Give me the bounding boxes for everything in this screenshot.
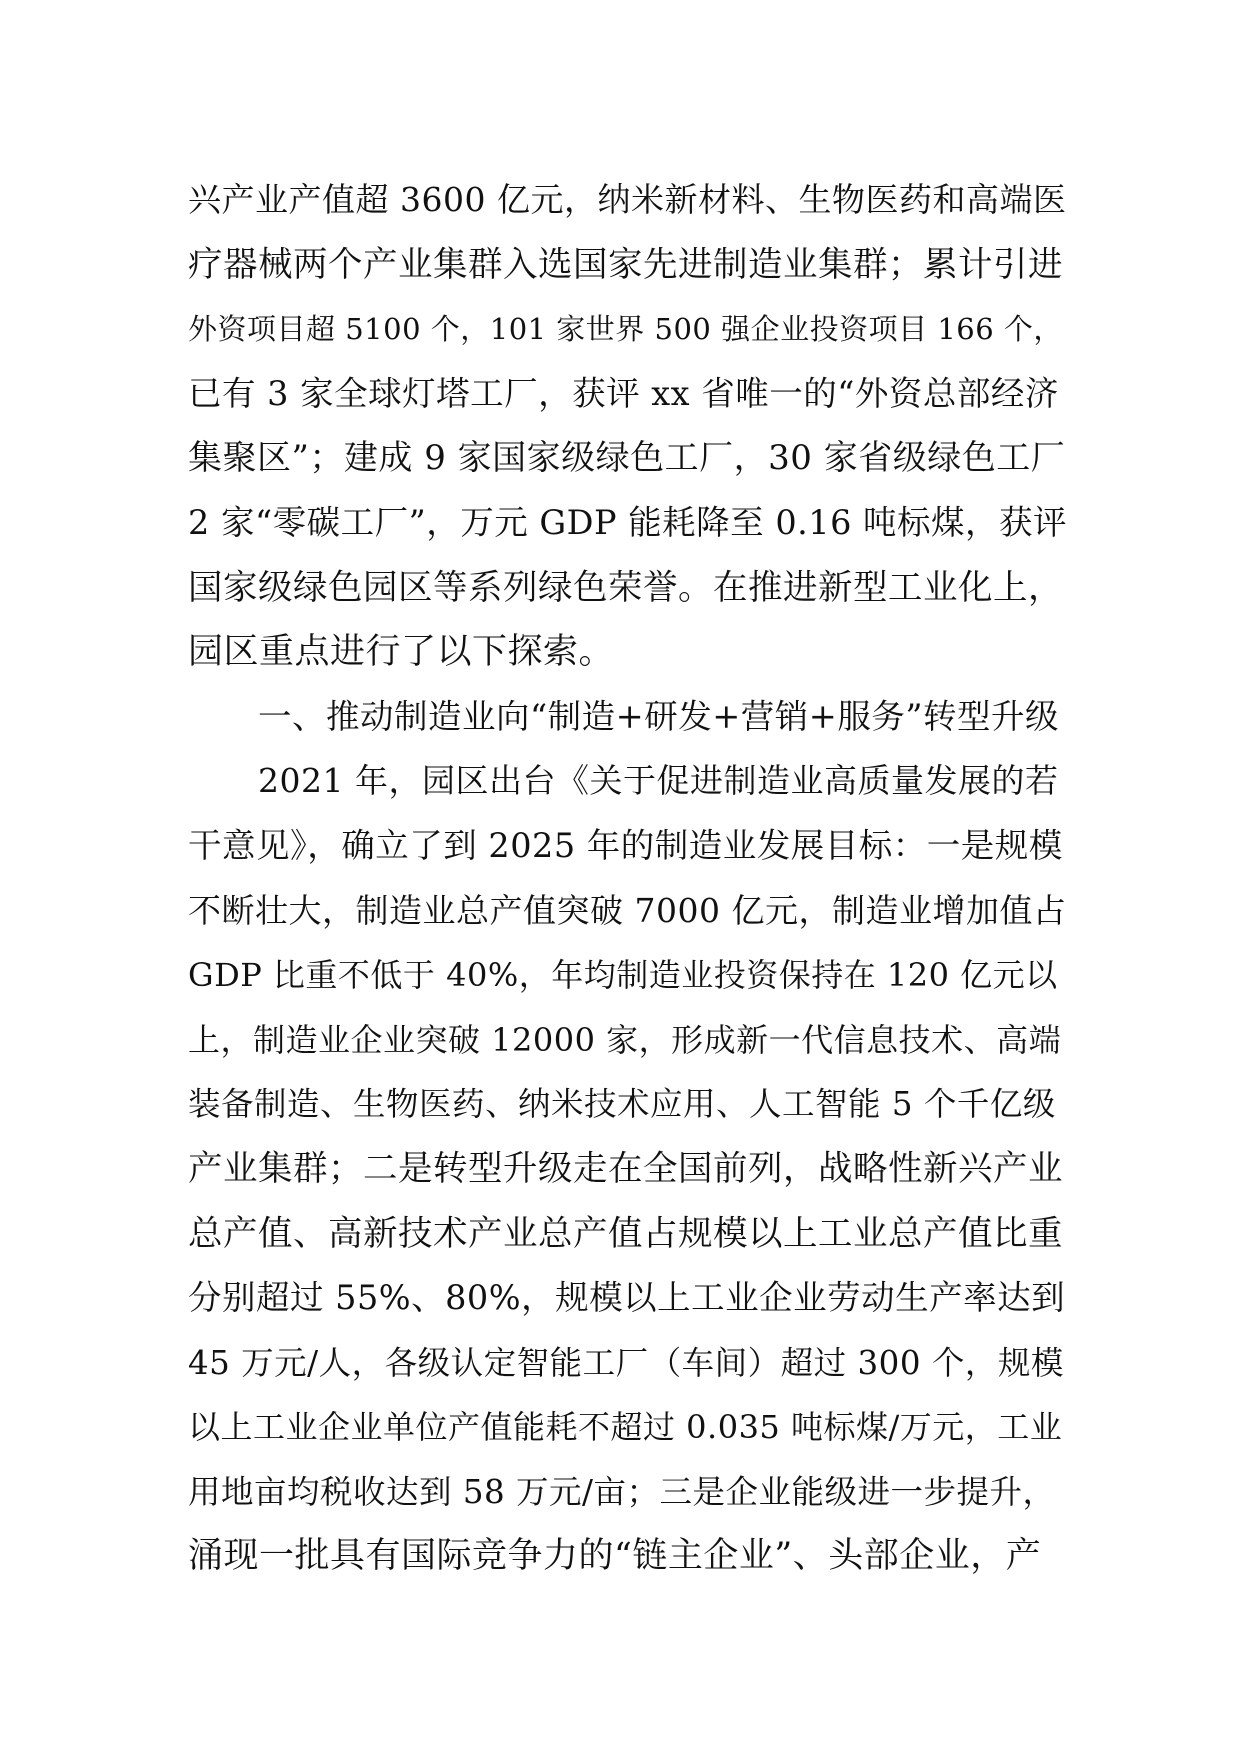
text-line: 上，制造业企业突破 12000 家，形成新一代信息技术、高端 <box>188 1020 1062 1059</box>
text-line: 已有 3 家全球灯塔工厂，获评 xx 省唯一的“外资总部经济 <box>188 373 1059 413</box>
text-line: 产业集群；二是转型升级走在全国前列，战略性新兴产业 <box>188 1148 1063 1189</box>
text-line: 总产值、高新技术产业总产值占规模以上工业总产值比重 <box>188 1213 1063 1254</box>
text-line: GDP 比重不低于 40%，年均制造业投资保持在 120 亿元以 <box>188 956 1058 995</box>
text-line: 2 家“零碳工厂”，万元 GDP 能耗降至 0.16 吨标煤，获评 <box>188 502 1068 542</box>
text-line: 兴产业产值超 3600 亿元，纳米新材料、生物医药和高端医 <box>188 180 1067 219</box>
text-line: 疗器械两个产业集群入选国家先进制造业集群；累计引进 <box>188 244 1063 285</box>
text-line: 不断壮大，制造业总产值突破 7000 亿元，制造业增加值占 <box>188 890 1067 930</box>
text-line: 用地亩均税收达到 58 万元/亩；三是企业能级进一步提升， <box>188 1472 1056 1511</box>
text-line: 集聚区”；建成 9 家国家级绿色工厂，30 家省级绿色工厂 <box>188 438 1066 479</box>
text-line: 园区重点进行了以下探索。 <box>188 632 615 673</box>
text-line: 2021 年，园区出台《关于促进制造业高质量发展的若 <box>258 761 1059 801</box>
text-line: 以上工业企业单位产值能耗不超过 0.035 吨标煤/万元，工业 <box>188 1408 1063 1447</box>
text-line: 外资项目超 5100 个，101 家世界 500 强企业投资项目 166 个， <box>188 312 1063 347</box>
text-line: 干意见》，确立了到 2025 年的制造业发展目标：一是规模 <box>188 825 1063 865</box>
text-line: 45 万元/人，各级认定智能工厂（车间）超过 300 个，规模 <box>188 1343 1064 1382</box>
text-line: 国家级绿色园区等系列绿色荣誉。在推进新型工业化上， <box>188 567 1063 608</box>
section-heading: 一、推动制造业向“制造+研发+营销+服务”转型升级 <box>258 696 1059 736</box>
text-line: 分别超过 55%、80%，规模以上工业企业劳动生产率达到 <box>188 1278 1066 1318</box>
text-line: 装备制造、生物医药、纳米技术应用、人工智能 5 个千亿级 <box>188 1085 1056 1124</box>
text-line: 涌现一批具有国际竞争力的“链主企业”、头部企业，产 <box>188 1536 1042 1577</box>
body-text <box>188 168 1068 1589</box>
